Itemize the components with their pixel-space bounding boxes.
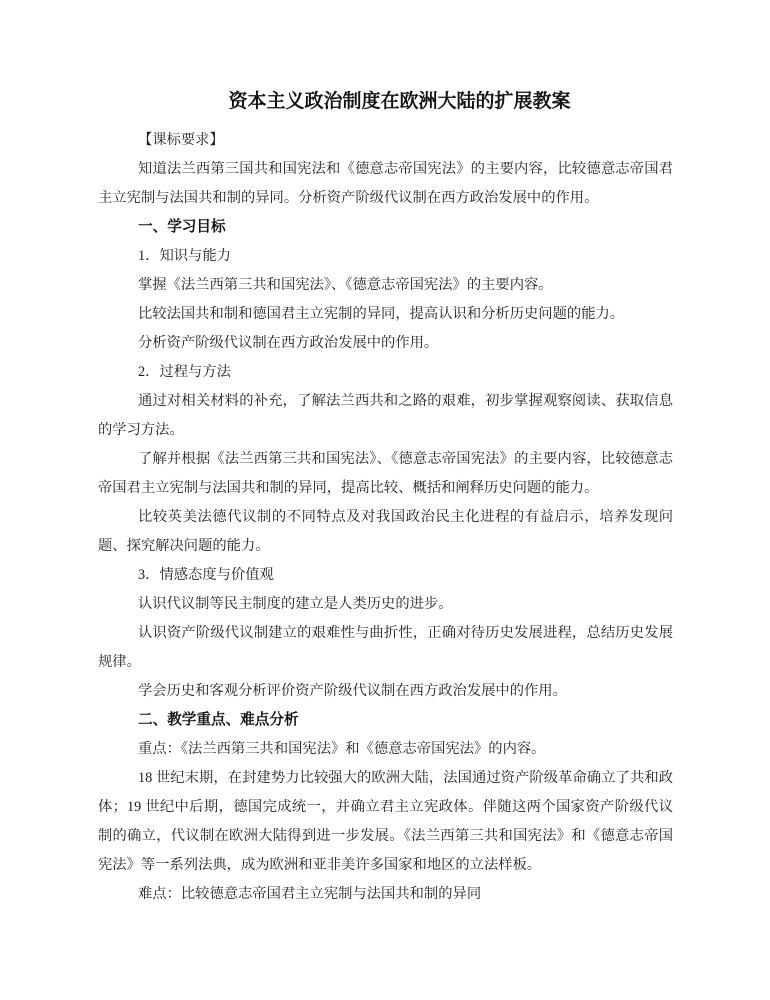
paragraph: 分析资产阶级代议制在西方政治发展中的作用。 <box>138 335 439 351</box>
paragraph: 掌握《法兰西第三共和国宪法》、《德意志帝国宪法》的主要内容。 <box>138 277 553 293</box>
document-body <box>98 126 673 909</box>
paragraph: 比较法国共和制和德国君主立宪制的异同，提高认识和分析历史问题的能力。 <box>138 306 625 322</box>
sub-heading: 2．过程与方法 <box>138 364 231 380</box>
section-heading: 一、学习目标 <box>138 219 226 235</box>
paragraph: 【课标要求】 <box>138 132 224 148</box>
paragraph: 通过对相关材料的补充，了解法兰西共和之路的艰难，初步掌握观察阅读、获取信息的学习方法。 <box>98 393 673 438</box>
sub-heading: 1．知识与能力 <box>138 248 231 264</box>
paragraph: 18 世纪末期，在封建势力比较强大的欧洲大陆，法国通过资产阶级革命确立了共和政体；19 世纪中后期，德国完成统一，并确立君主立宪政体。伴随这两个国家资产阶级代议制的确立，代议制在欧洲大陆得到进一步发展。《法兰西第三共和国宪法》和《德意志帝国宪法》等一系列法典，成为欧洲和亚非美许多国家和地区的立法样板。 <box>98 770 673 873</box>
paragraph: 学会历史和客观分析评价资产阶级代议制在西方政治发展中的作用。 <box>138 683 567 699</box>
paragraph: 重点：《法兰西第三共和国宪法》和《德意志帝国宪法》的内容。 <box>138 741 546 757</box>
paragraph: 知道法兰西第三国共和国宪法和《德意志帝国宪法》的主要内容，比较德意志帝国君主立宪制与法国共和制的异同。分析资产阶级代议制在西方政治发展中的作用。 <box>98 161 673 206</box>
paragraph: 比较英美法德代议制的不同特点及对我国政治民主化进程的有益启示，培养发现问题、探究解决问题的能力。 <box>98 509 673 554</box>
paragraph: 认识代议制等民主制度的建立是人类历史的进步。 <box>138 596 453 612</box>
sub-heading: 3．情感态度与价值观 <box>138 567 274 583</box>
page-title: 资本主义政治制度在欧洲大陆的扩展教案 <box>228 91 571 112</box>
paragraph: 认识资产阶级代议制建立的艰难性与曲折性，正确对待历史发展进程，总结历史发展规律。 <box>98 625 673 670</box>
section-heading: 二、教学重点、难点分析 <box>138 712 299 728</box>
paragraph: 了解并根据《法兰西第三共和国宪法》、《德意志帝国宪法》的主要内容，比较德意志帝国君主立宪制与法国共和制的异同，提高比较、概括和阐释历史问题的能力。 <box>98 451 673 496</box>
paragraph: 难点：比较德意志帝国君主立宪制与法国共和制的异同 <box>138 886 482 902</box>
